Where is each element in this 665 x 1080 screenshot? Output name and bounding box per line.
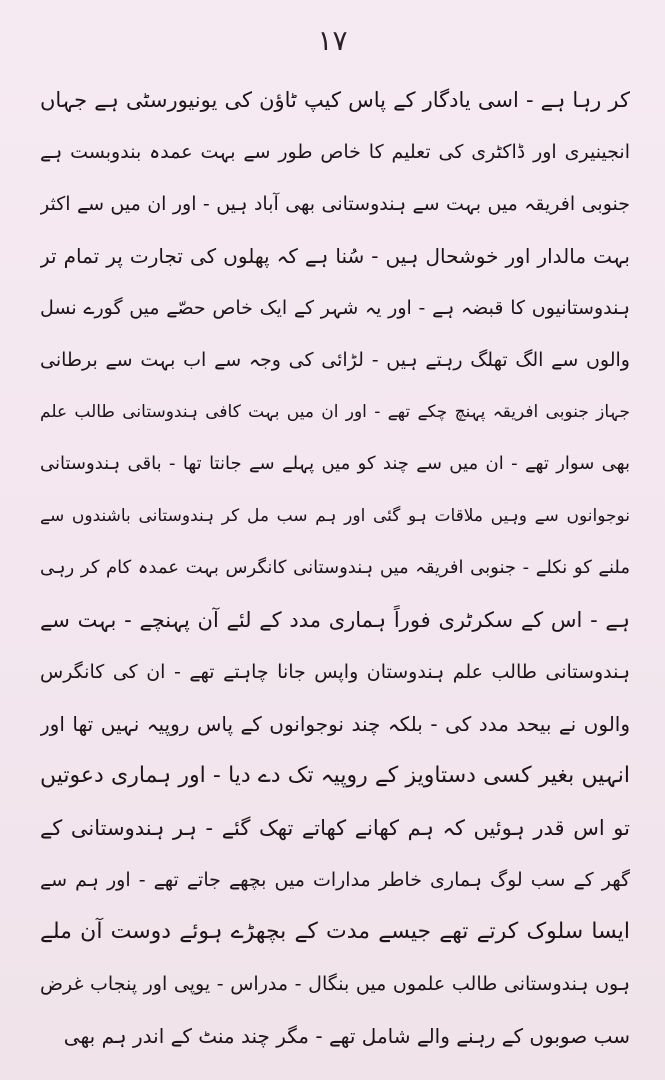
text-line: ہے - اس کے سکرٹری فوراً ہماری مدد کے لئے آن پہنچے - بہت سے: [40, 608, 630, 632]
text-line: ہندوستانی طالب علم ہندوستان واپس جانا چاہتے تھے - ان کی کانگرس: [40, 661, 630, 683]
text-line: ہندوستانیوں کا قبضہ ہے - اور یہ شہر کے ایک خاص حصّے میں گورے نسل: [40, 297, 630, 319]
text-line: بہت مالدار اور خوشحال ہیں - سُنا ہے کہ پھلوں کی تجارت پر تمام تر: [40, 244, 630, 268]
text-line: جنوبی افریقہ میں بہت سے ہندوستانی بھی آباد ہیں - اور ان میں سے اکثر: [40, 193, 630, 215]
text-line: گھر کے سب لوگ ہماری خاطر مدارات میں بچھے جاتے تھے - اور ہم سے: [40, 869, 630, 891]
text-line: ملنے کو نکلے - جنوبی افریقہ میں ہندوستانی کانگرس بہت عمدہ کام کر رہی: [40, 557, 630, 578]
text-line: ایسا سلوک کرتے تھے جیسے مدت کے بچھڑے ہوئے دوست آن ملے: [40, 919, 630, 944]
text-line: ہوں ہندوستانی طالب علموں میں بنگال - مدراس - یوپی اور پنجاب غرض: [40, 973, 630, 995]
text-line: والوں سے الگ تھلگ رہتے ہیں - لڑائی کی وجہ سے اب بہت سے برطانی: [40, 349, 630, 371]
text-line: نوجوانوں سے وہیں ملاقات ہو گئی اور ہم سب مل کر ہندوستانی باشندوں سے: [40, 506, 630, 526]
text-line: انہیں بغیر کسی دستاویز کے روپیہ تک دے دیا - اور ہماری دعوتیں: [40, 763, 630, 788]
text-line: بھی سوار تھے - ان میں سے چند کو میں پہلے سے جانتا تھا - باقی ہندوستانی: [40, 453, 630, 474]
text-line: والوں نے بیحد مدد کی - بلکہ چند نوجوانوں کے پاس روپیہ نہیں تھا اور: [40, 712, 630, 736]
text-line: سب صوبوں کے رہنے والے شامل تھے - مگر چند منٹ کے اندر ہم بھی: [63, 1024, 630, 1048]
body-text: [40, 74, 630, 1062]
text-line: کر رہا ہے - اسی یادگار کے پاس کیپ ٹاؤن کی یونیورسٹی ہے جہاں: [40, 88, 630, 112]
text-line: جہاز جنوبی افریقہ پہنچ چکے تھے - اور ان میں بہت کافی ہندوستانی طالب علم: [40, 402, 630, 422]
page-number: ۱۷: [317, 24, 348, 57]
text-line: تو اس قدر ہوئیں کہ ہم کھانے کھاتے تھک گئے - ہر ہندوستانی کے: [40, 816, 630, 840]
text-line: انجینیری اور ڈاکٹری کی تعلیم کا خاص طور سے بہت عمدہ بندوبست ہے: [40, 141, 630, 163]
